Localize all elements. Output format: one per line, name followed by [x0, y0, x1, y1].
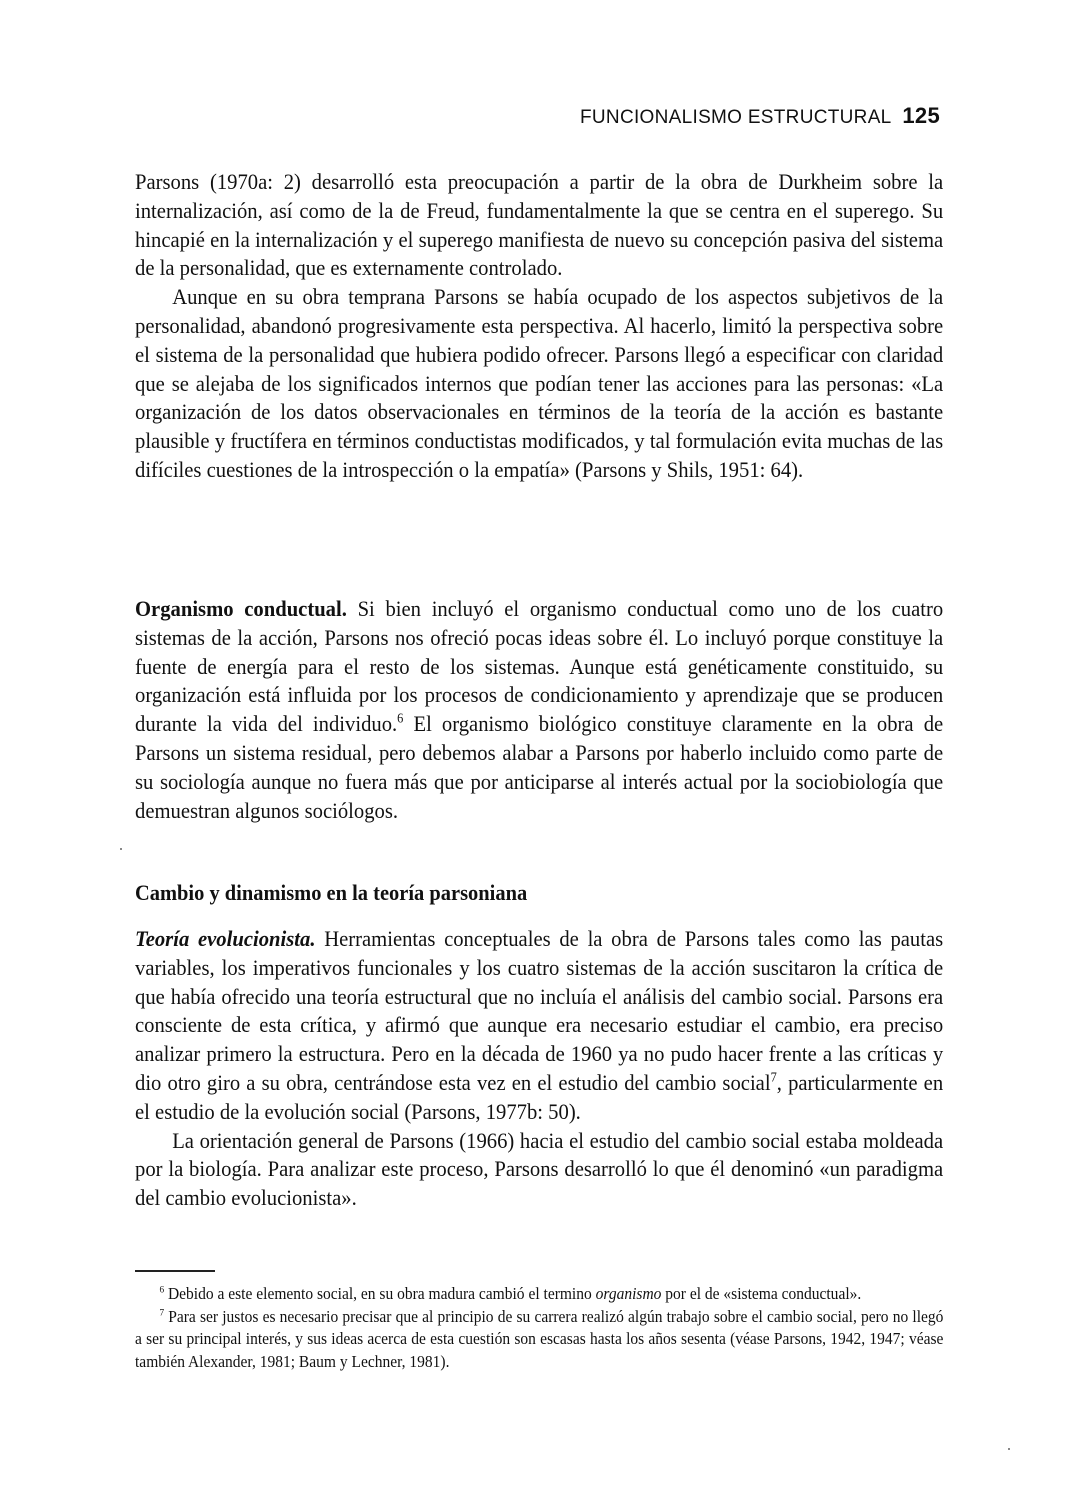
- paragraph: Aunque en su obra temprana Parsons se había ocupado de los aspectos subjetivos de la personalidad, abandonó progresivamente esta perspectiva. Al hacerlo, limitó la perspectiva sobre el sistema de la personalidad que hubiera podido ofrecer. Parsons llegó a especificar con claridad que se alejaba de los significados internos que podían tener las acciones para las personas: «La organización de los datos observacionales en términos de la teoría de la acción es bastante plausible y fructífera en términos conductistas modificados, y tal formulación evita muchas de las difíciles cuestiones de la introspección o la empatía» (Parsons y Shils, 1951: 64).: [135, 284, 944, 482]
- scan-speck: [120, 848, 122, 850]
- footnote-ref: 6: [397, 710, 404, 726]
- paragraph: Parsons (1970a: 2) desarrolló esta preocupación a partir de la obra de Durkheim sobre la internalización, así como de la de Freud, fundamentalmente la que se centra en el superego. Su hincapié en la internalización y el superego manifiesta de nuevo su concepción pasiva del sistema de la personalidad, que es externamente controlado.: [135, 169, 944, 281]
- organismo-section: [135, 595, 944, 825]
- page-number: 125: [902, 103, 940, 128]
- paragraph: La orientación general de Parsons (1966) hacia el estudio del cambio social estaba moldeada por la biología. Para analizar este proceso, Parsons desarrolló lo que él denominó «un paradigma del cambio evolucionista».: [135, 1127, 944, 1211]
- section-heading: Cambio y dinamismo en la teoría parsoniana: [135, 880, 528, 905]
- footnote-number: 6: [159, 1284, 165, 1296]
- paragraph: Teoría evolucionista. Herramientas conceptuales de la obra de Parsons tales como las pautas variables, los imperativos funcionales y los cuatro sistemas de la acción suscitaron la crítica de que había ofrecido una teoría estructural que no incluía el análisis del cambio social. Parsons era consciente de esta crítica, y afirmó que aunque era necesario estudiar el cambio, era preciso analizar primero la estructura. Pero en la década de 1960 ya no pudo hacer frente a las críticas y dio otro giro a su obra, centrándose esta vez en el estudio del cambio social$^7$, particularmente en el estudio de la evolución social (Parsons, 1977b: 50).: [135, 926, 944, 1124]
- evolucionista-section: [135, 925, 944, 1213]
- footnote: $^6$ Debido a este elemento social, en su obra madura cambió el termino organismo por el de «sistema conductual».: [159, 1284, 862, 1303]
- run-in-heading: Organismo conductual.: [135, 596, 347, 621]
- footnote-number: 7: [159, 1307, 165, 1318]
- running-head-title: FUNCIONALISMO ESTRUCTURAL: [580, 107, 892, 128]
- footnote-ref: 7: [770, 1069, 777, 1085]
- personality-section: [135, 168, 944, 485]
- footnotes: [135, 1283, 944, 1373]
- footnote-rule: [135, 1270, 215, 1272]
- paragraph: Organismo conductual. Si bien incluyó el organismo conductual como uno de los cuatro sistemas de la acción, Parsons nos ofreció pocas ideas sobre él. Lo incluyó porque constituye la fuente de energía para el resto de los sistemas. Aunque está genéticamente constituido, su organización está influida por los procesos de condicionamiento y aprendizaje que se producen durante la vida del individuo.$^6$ El organismo biológico constituye claramente en la obra de Parsons un sistema residual, pero debemos alabar a Parsons por haberlo incluido como parte de su sociología aunque no fuera más que por anticiparse al interés actual por la sociobiología que demuestran algunos sociólogos.: [135, 596, 944, 823]
- scan-speck: [1008, 1448, 1010, 1450]
- run-in-heading: Teoría evolucionista.: [135, 926, 316, 951]
- running-head: [580, 103, 940, 129]
- footnote: $^7$ Para ser justos es necesario precisar que al principio de su carrera realizó algún trabajo sobre el cambio social, pero no llegó a ser su principal interés, y sus ideas acerca de esta cuestión son escasas hasta los años sesenta (véase Parsons, 1942, 1947; véase también Alexander, 1981; Baum y Lechner, 1981).: [135, 1306, 944, 1371]
